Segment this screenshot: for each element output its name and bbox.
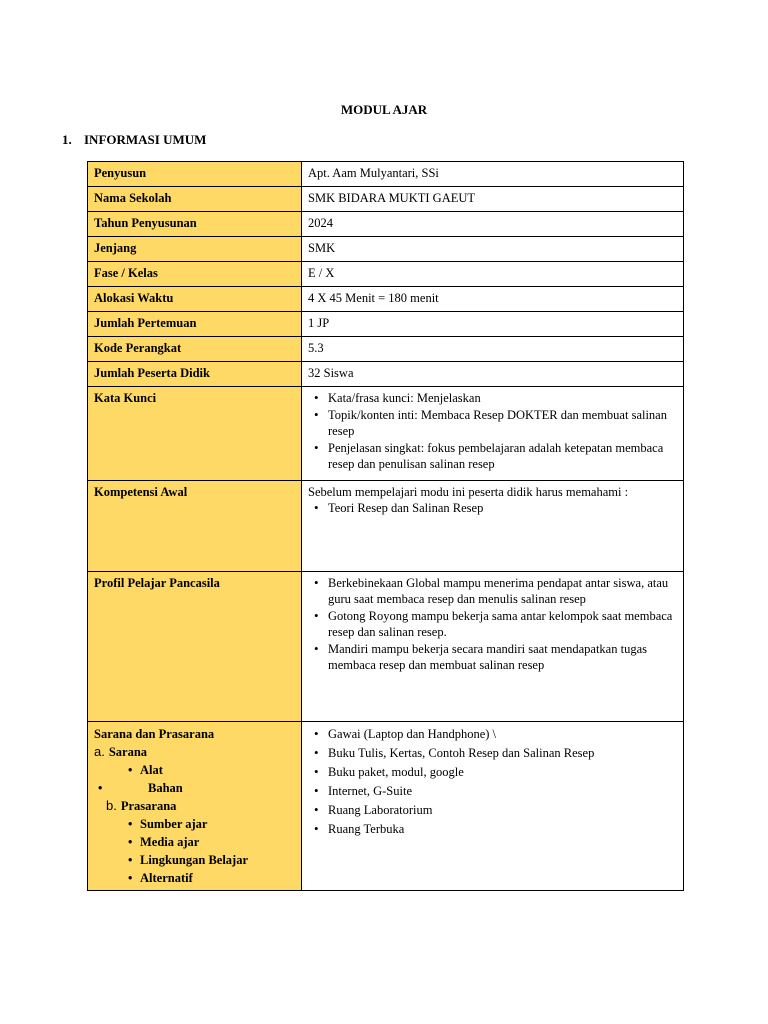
row-value: 5.3	[302, 337, 684, 362]
prasarana-item: • Media ajar	[94, 833, 295, 851]
sarana-label: Sarana dan Prasarana	[94, 727, 215, 741]
table-row	[88, 187, 684, 212]
profil-pelajar-label: Profil Pelajar Pancasila	[88, 572, 302, 722]
prasarana-item: • Sumber ajar	[94, 815, 295, 833]
table-row	[88, 212, 684, 237]
row-label: Penyusun	[88, 162, 302, 187]
row-label: Nama Sekolah	[88, 187, 302, 212]
row-label: Fase / Kelas	[88, 262, 302, 287]
row-value: 32 Siswa	[302, 362, 684, 387]
kompetensi-awal-row	[88, 481, 684, 572]
row-value: 1 JP	[302, 312, 684, 337]
list-item: • Kata/frasa kunci: Menjelaskan	[308, 390, 677, 406]
list-item: • Mandiri mampu bekerja secara mandiri saat mendapatkan tugas membaca resep dan membuat salinan resep	[308, 641, 677, 673]
document-title: MODUL AJAR	[340, 102, 428, 117]
kompetensi-awal-value	[302, 481, 684, 572]
list-item: • Buku Tulis, Kertas, Contoh Resep dan Salinan Resep	[308, 744, 677, 762]
kompetensi-awal-label: Kompetensi Awal	[88, 481, 302, 572]
section-label: INFORMASI UMUM	[84, 132, 207, 147]
row-label: Jenjang	[88, 237, 302, 262]
table-row	[88, 262, 684, 287]
info-table	[87, 161, 684, 891]
sub-a-marker: a.	[94, 744, 105, 759]
table-row	[88, 162, 684, 187]
row-value: E / X	[302, 262, 684, 287]
sarana-label-cell	[88, 722, 302, 891]
kata-kunci-value	[302, 387, 684, 481]
table-row	[88, 337, 684, 362]
list-item: • Gotong Royong mampu bekerja sama antar kelompok saat membaca resep dan salinan resep.	[308, 608, 677, 640]
table-row	[88, 287, 684, 312]
row-label: Kode Perangkat	[88, 337, 302, 362]
list-item: • Buku paket, modul, google	[308, 763, 677, 781]
table-row	[88, 237, 684, 262]
bahan-item: • Bahan	[94, 779, 295, 797]
prasarana-item: • Lingkungan Belajar	[94, 851, 295, 869]
row-label: Alokasi Waktu	[88, 287, 302, 312]
profil-pelajar-row	[88, 572, 684, 722]
row-value: SMK	[302, 237, 684, 262]
row-value: Apt. Aam Mulyantari, SSi	[302, 162, 684, 187]
alat-item: • Alat	[94, 761, 295, 779]
list-item: • Topik/konten inti: Membaca Resep DOKTER dan membuat salinan resep	[308, 407, 677, 439]
list-item: • Ruang Laboratorium	[308, 801, 677, 819]
row-value: SMK BIDARA MUKTI GAEUT	[302, 187, 684, 212]
row-value: 4 X 45 Menit = 180 menit	[302, 287, 684, 312]
section-number: 1.	[62, 132, 72, 147]
sarana-value	[302, 722, 684, 891]
prasarana-item: • Alternatif	[94, 869, 295, 887]
row-value: 2024	[302, 212, 684, 237]
sub-b-marker: b.	[106, 798, 117, 813]
sub-b-label: Prasarana	[120, 799, 177, 813]
section-heading	[62, 132, 206, 148]
sub-a-label: Sarana	[108, 745, 148, 759]
profil-pelajar-value	[302, 572, 684, 722]
list-item: • Berkebinekaan Global mampu menerima pendapat antar siswa, atau guru saat membaca resep dan menulis salinan resep	[308, 575, 677, 607]
table-row	[88, 312, 684, 337]
row-label: Jumlah Peserta Didik	[88, 362, 302, 387]
list-item: • Gawai (Laptop dan Handphone) \	[308, 725, 677, 743]
table-row	[88, 362, 684, 387]
kompetensi-awal-intro: Sebelum mempelajari modu ini peserta didik harus memahami :	[308, 485, 629, 499]
kata-kunci-row	[88, 387, 684, 481]
list-item: • Penjelasan singkat: fokus pembelajaran adalah ketepatan membaca resep dan penulisan salinan resep	[308, 440, 677, 472]
row-label: Jumlah Pertemuan	[88, 312, 302, 337]
sarana-sub-b	[94, 797, 295, 815]
list-item: • Internet, G-Suite	[308, 782, 677, 800]
sarana-sub-a	[94, 743, 295, 761]
list-item: • Ruang Terbuka	[308, 820, 677, 838]
kata-kunci-label: Kata Kunci	[88, 387, 302, 481]
sarana-row	[88, 722, 684, 891]
row-label: Tahun Penyusunan	[88, 212, 302, 237]
list-item: • Teori Resep dan Salinan Resep	[308, 500, 677, 516]
